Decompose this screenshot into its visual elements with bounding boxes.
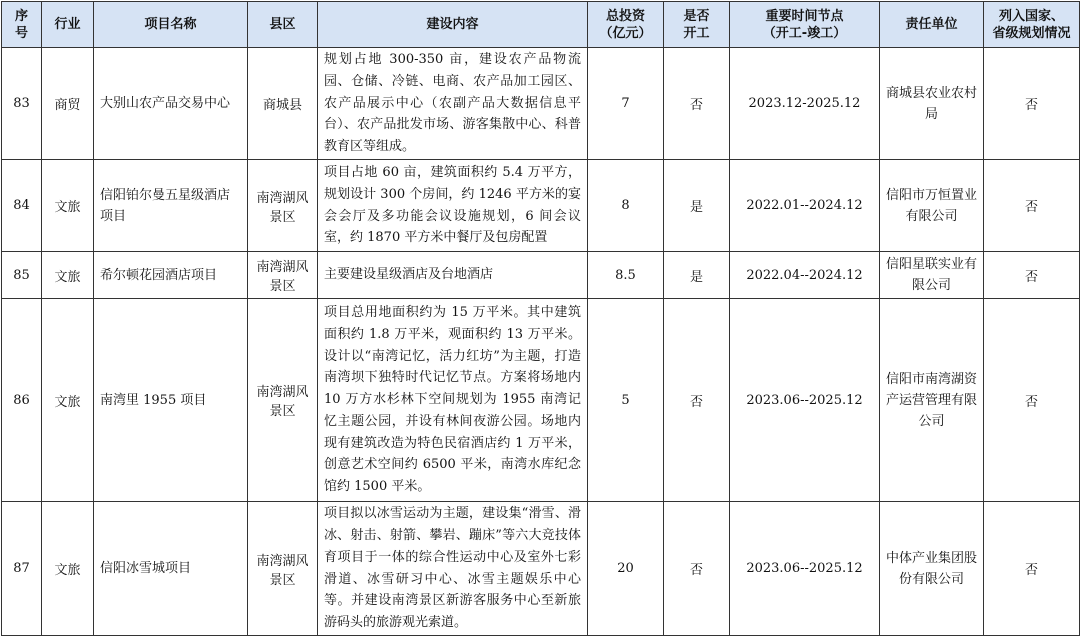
header-project-name: 项目名称 [94,2,248,48]
cell-plan-status: 否 [984,502,1080,636]
cell-construction-content: 项目占地 60 亩，建筑面积约 5.4 万平方，规划设计 300 个房间，约 1246 平方米的宴会会厅及多功能会议设施规划，6 间会议室，约 1870 平方米中餐厅及包房配置 [318,160,588,252]
cell-project-name: 希尔顿花园酒店项目 [94,252,248,299]
header-industry: 行业 [42,2,94,48]
cell-responsible-unit: 信阳市万恒置业有限公司 [880,160,984,252]
cell-investment: 5 [588,299,664,502]
table-row [2,160,1080,252]
cell-investment: 20 [588,502,664,636]
cell-timeline: 2022.04--2024.12 [730,252,880,299]
cell-started: 否 [664,299,730,502]
cell-investment: 8.5 [588,252,664,299]
cell-timeline: 2023.06--2025.12 [730,299,880,502]
cell-project-name: 信阳铂尔曼五星级酒店项目 [94,160,248,252]
cell-seq: 84 [2,160,42,252]
cell-construction-content: 规划占地 300-350 亩，建设农产品物流园、仓储、冷链、电商、农产品加工园区、农产品展示中心（农副产品大数据信息平台）、农产品批发市场、游客集散中心、科普教育区等组成。 [318,48,588,160]
table-row [2,48,1080,160]
cell-responsible-unit: 商城县农业农村局 [880,48,984,160]
cell-seq: 83 [2,48,42,160]
cell-timeline: 2023.06--2025.12 [730,502,880,636]
cell-county: 南湾湖风景区 [248,502,318,636]
cell-industry: 文旅 [42,252,94,299]
cell-timeline: 2022.01--2024.12 [730,160,880,252]
cell-industry: 文旅 [42,502,94,636]
header-construction-content: 建设内容 [318,2,588,48]
cell-investment: 7 [588,48,664,160]
cell-investment: 8 [588,160,664,252]
cell-industry: 商贸 [42,48,94,160]
header-started: 是否 开工 [664,2,730,48]
table-row [2,502,1080,636]
cell-plan-status: 否 [984,299,1080,502]
header-row [2,2,1080,48]
table-row [2,252,1080,299]
cell-county: 商城县 [248,48,318,160]
cell-seq: 86 [2,299,42,502]
header-county: 县区 [248,2,318,48]
project-table [1,1,1080,636]
header-plan-status: 列入国家、 省级规划情况 [984,2,1080,48]
table-row [2,299,1080,502]
cell-industry: 文旅 [42,299,94,502]
cell-started: 是 [664,252,730,299]
cell-started: 是 [664,160,730,252]
header-seq: 序 号 [2,2,42,48]
cell-started: 否 [664,502,730,636]
cell-construction-content: 项目拟以冰雪运动为主题，建设集“滑雪、滑冰、射击、射箭、攀岩、蹦床”等六大竞技体育项目于一体的综合性运动中心及室外七彩滑道、冰雪研习中心、冰雪主题娱乐中心等。并建设南湾景区新游客服务中心至新旅游码头的旅游观光索道。 [318,502,588,636]
cell-project-name: 信阳冰雪城项目 [94,502,248,636]
cell-plan-status: 否 [984,48,1080,160]
cell-industry: 文旅 [42,160,94,252]
cell-construction-content: 项目总用地面积约为 15 万平米。其中建筑面积约 1.8 万平米，观面积约 13 万平米。设计以“南湾记忆，活力红坊”为主题，打造南湾坝下独特时代记忆节点。方案将场地内 10 万方水杉林下空间规划为 1955 南湾记忆主题公园，并设有林间夜游公园。场地内现有建筑改造为特色民宿酒店约 1 万平米，创意艺术空间约 6500 平米，南湾水库纪念馆约 1500 平米。 [318,299,588,502]
cell-plan-status: 否 [984,252,1080,299]
header-total-investment: 总投资 （亿元） [588,2,664,48]
cell-project-name: 大别山农产品交易中心 [94,48,248,160]
cell-county: 南湾湖风景区 [248,160,318,252]
cell-timeline: 2023.12-2025.12 [730,48,880,160]
cell-county: 南湾湖风景区 [248,252,318,299]
cell-responsible-unit: 信阳星联实业有限公司 [880,252,984,299]
cell-county: 南湾湖风景区 [248,299,318,502]
cell-started: 否 [664,48,730,160]
cell-project-name: 南湾里 1955 项目 [94,299,248,502]
cell-responsible-unit: 信阳市南湾湖资产运营管理有限公司 [880,299,984,502]
header-responsible-unit: 责任单位 [880,2,984,48]
cell-plan-status: 否 [984,160,1080,252]
cell-seq: 87 [2,502,42,636]
cell-construction-content: 主要建设星级酒店及台地酒店 [318,252,588,299]
cell-seq: 85 [2,252,42,299]
cell-responsible-unit: 中体产业集团股份有限公司 [880,502,984,636]
header-timeline: 重要时间节点 （开工-竣工） [730,2,880,48]
